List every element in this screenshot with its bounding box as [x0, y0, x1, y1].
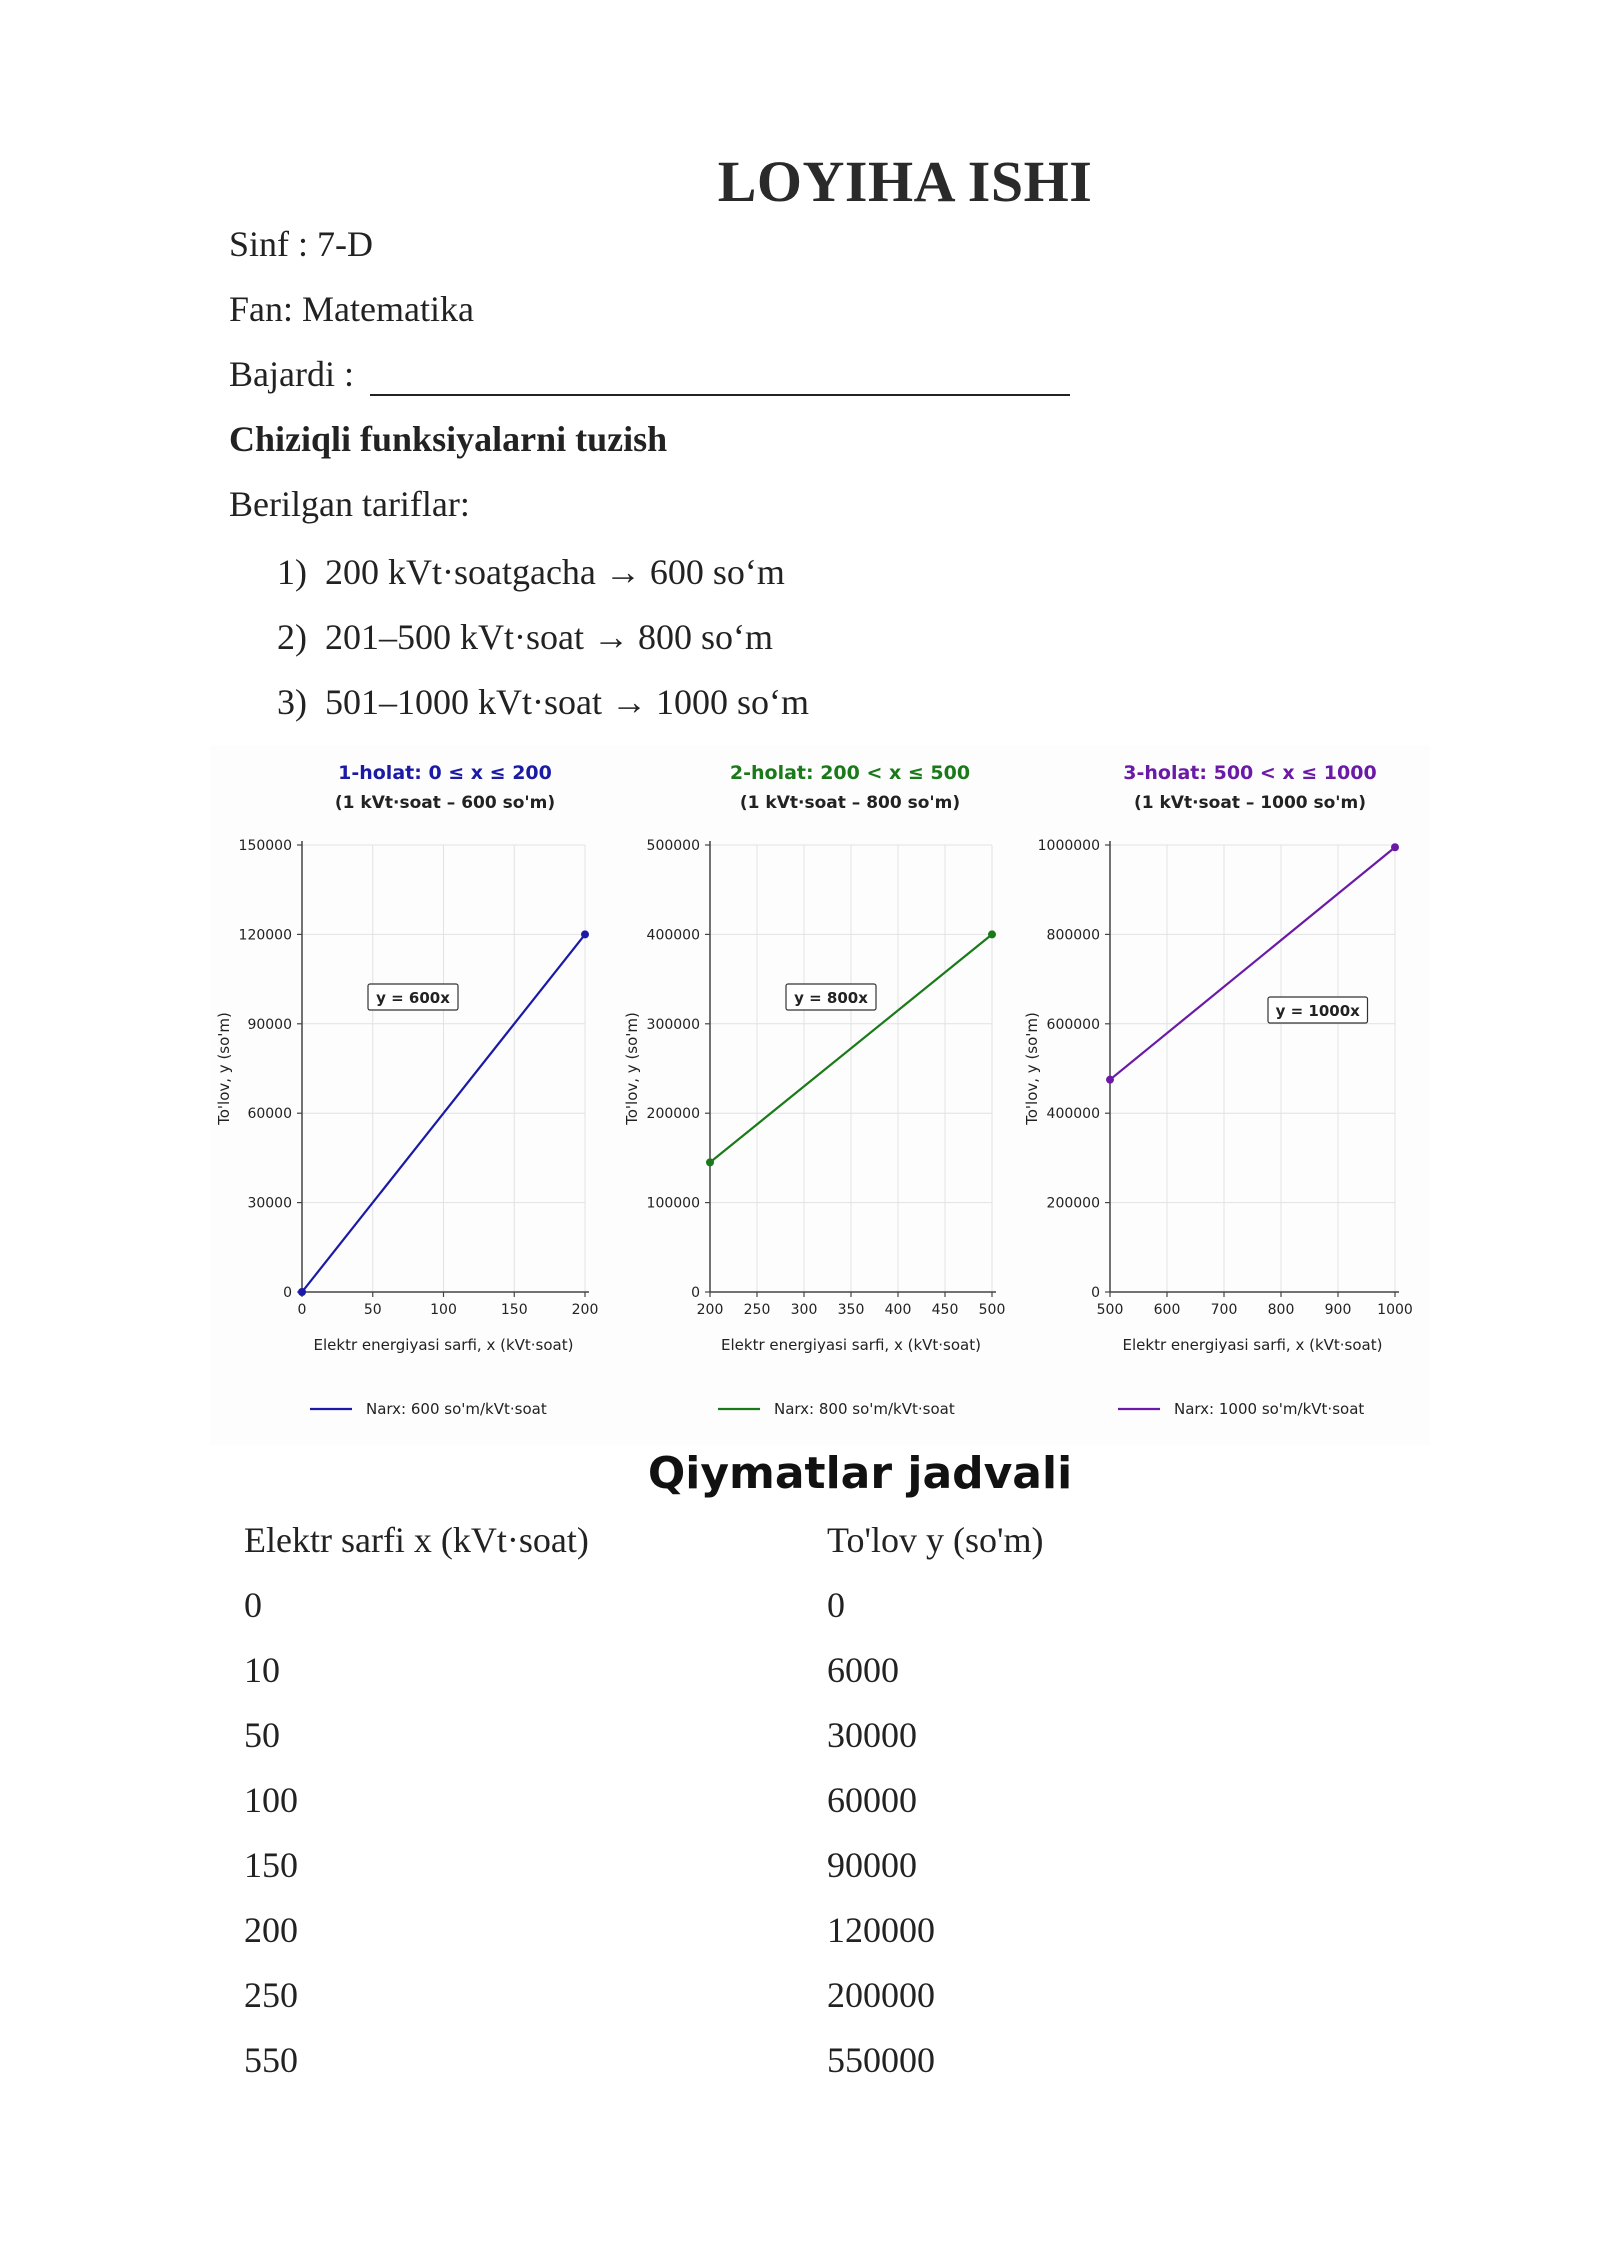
page-title: LOYIHA ISHI: [717, 149, 1093, 214]
x-axis-label: Elektr energiyasi sarfi, x (kVt·soat): [1122, 1336, 1383, 1354]
data-point: [1391, 843, 1399, 851]
y-tick-label: 60000: [247, 1106, 292, 1123]
table-header-x: Elektr sarfi x (kVt·soat): [244, 1520, 589, 1560]
x-tick-label: 500: [978, 1302, 1006, 1318]
x-tick-label: 50: [363, 1302, 382, 1318]
table-row: [244, 1703, 1227, 1768]
y-tick-label: 120000: [238, 927, 292, 944]
y-axis-label: To'lov, y (so'm): [215, 1012, 233, 1125]
table-cell-x: 0: [244, 1585, 262, 1625]
chart-title: 3-holat: 500 < x ≤ 1000: [1123, 762, 1377, 784]
table-cell-y: 200000: [827, 1975, 935, 2015]
charts-svg: [210, 745, 1430, 1445]
table-cell-x: 200: [244, 1910, 298, 1950]
x-tick-label: 250: [743, 1302, 771, 1318]
tariff-number: 3): [277, 682, 307, 722]
y-tick-label: 30000: [247, 1195, 292, 1212]
table-cell-x: 150: [244, 1845, 298, 1885]
equation-label: y = 600x: [376, 989, 450, 1007]
x-tick-label: 200: [571, 1302, 599, 1318]
table-cell-x: 250: [244, 1975, 298, 2015]
y-tick-label: 100000: [646, 1195, 700, 1212]
table-cell-x: 550: [244, 2040, 298, 2080]
table-header-y: To'lov y (so'm): [827, 1520, 1044, 1560]
y-tick-label: 1000000: [1037, 838, 1100, 854]
x-tick-label: 200: [696, 1302, 724, 1318]
tariff-text: 201–500 kVt·soat → 800 so‘m: [325, 617, 773, 657]
table-cell-y: 30000: [827, 1715, 917, 1755]
chart-title: 1-holat: 0 ≤ x ≤ 200: [338, 762, 552, 784]
table-row: [244, 1638, 1227, 1703]
table-cell-x: 100: [244, 1780, 298, 1820]
class-info: Sinf : 7-D: [229, 224, 373, 264]
x-tick-label: 350: [837, 1302, 865, 1318]
y-axis-label: To'lov, y (so'm): [623, 1012, 641, 1125]
performer-label: Bajardi :: [229, 354, 354, 394]
data-point: [1106, 1076, 1114, 1084]
tariff-list: [277, 540, 809, 735]
y-tick-label: 600000: [1046, 1016, 1100, 1033]
table-cell-y: 60000: [827, 1780, 917, 1820]
tariff-item: [277, 670, 809, 735]
y-tick-label: 0: [283, 1285, 292, 1301]
series-line: [1110, 847, 1395, 1079]
data-point: [581, 930, 589, 938]
x-tick-label: 900: [1324, 1302, 1352, 1318]
table-row: [244, 1573, 1227, 1638]
data-point: [298, 1288, 306, 1296]
table-cell-y: 6000: [827, 1650, 899, 1690]
legend-label: Narx: 1000 so'm/kVt·soat: [1174, 1400, 1365, 1418]
x-tick-label: 100: [430, 1302, 457, 1318]
x-tick-label: 150: [500, 1302, 528, 1318]
y-tick-label: 200000: [646, 1106, 700, 1123]
table-row: [244, 1833, 1227, 1898]
data-point: [706, 1158, 714, 1166]
legend-label: Narx: 800 so'm/kVt·soat: [774, 1400, 955, 1418]
chart-subtitle: (1 kVt·soat – 600 so'm): [334, 793, 556, 813]
x-tick-label: 300: [790, 1302, 818, 1318]
table-cell-x: 10: [244, 1650, 280, 1690]
x-tick-label: 450: [931, 1302, 959, 1318]
y-tick-label: 150000: [238, 838, 292, 854]
table-header-row: [244, 1508, 1227, 1573]
tariff-number: 1): [277, 552, 307, 592]
x-tick-label: 1000: [1377, 1302, 1413, 1318]
x-tick-label: 500: [1096, 1302, 1124, 1318]
tariff-text: 200 kVt·soatgacha → 600 so‘m: [325, 552, 785, 592]
tariff-text: 501–1000 kVt·soat → 1000 so‘m: [325, 682, 809, 722]
section-heading: Chiziqli funksiyalarni tuzish: [229, 419, 668, 459]
equation-label: y = 800x: [794, 989, 868, 1007]
tariffs-intro: Berilgan tariflar:: [229, 484, 470, 524]
table-cell-x: 50: [244, 1715, 280, 1755]
y-tick-label: 0: [691, 1285, 700, 1301]
charts-figure: [210, 745, 1430, 1445]
table-row: [244, 1768, 1227, 1833]
chart-subtitle: (1 kVt·soat – 800 so'm): [739, 793, 961, 813]
y-tick-label: 200000: [1046, 1195, 1100, 1212]
x-tick-label: 0: [297, 1302, 307, 1318]
table-cell-y: 90000: [827, 1845, 917, 1885]
table-cell-y: 0: [827, 1585, 845, 1625]
y-tick-label: 300000: [646, 1016, 700, 1033]
x-tick-label: 400: [884, 1302, 912, 1318]
table-cell-y: 550000: [827, 2040, 935, 2080]
table-row: [244, 1898, 1227, 1963]
y-tick-label: 0: [1091, 1285, 1100, 1301]
table-row: [244, 2028, 1227, 2093]
table-cell-y: 120000: [827, 1910, 935, 1950]
subject-info: Fan: Matematika: [229, 289, 474, 329]
chart-title: 2-holat: 200 < x ≤ 500: [729, 762, 971, 784]
values-table: [244, 1508, 1227, 2093]
chart-subtitle: (1 kVt·soat – 1000 so'm): [1133, 793, 1367, 813]
tariff-number: 2): [277, 617, 307, 657]
y-tick-label: 400000: [1046, 1106, 1100, 1123]
table-row: [244, 1963, 1227, 2028]
performer-blank-line: [370, 364, 1070, 396]
x-axis-label: Elektr energiyasi sarfi, x (kVt·soat): [313, 1336, 574, 1354]
y-tick-label: 800000: [1046, 927, 1100, 944]
x-tick-label: 700: [1210, 1302, 1238, 1318]
y-axis-label: To'lov, y (so'm): [1023, 1012, 1041, 1125]
data-point: [988, 930, 996, 938]
y-tick-label: 500000: [646, 838, 700, 854]
equation-label: y = 1000x: [1275, 1002, 1360, 1020]
x-tick-label: 600: [1153, 1302, 1181, 1318]
x-axis-label: Elektr energiyasi sarfi, x (kVt·soat): [721, 1336, 981, 1354]
performer-info: [229, 352, 1070, 396]
y-tick-label: 90000: [247, 1016, 292, 1033]
tariff-item: [277, 540, 809, 605]
tariff-item: [277, 605, 809, 670]
y-tick-label: 400000: [646, 927, 700, 944]
table-title: Qiymatlar jadvali: [647, 1448, 1073, 1499]
legend-label: Narx: 600 so'm/kVt·soat: [366, 1400, 547, 1418]
x-tick-label: 800: [1267, 1302, 1295, 1318]
